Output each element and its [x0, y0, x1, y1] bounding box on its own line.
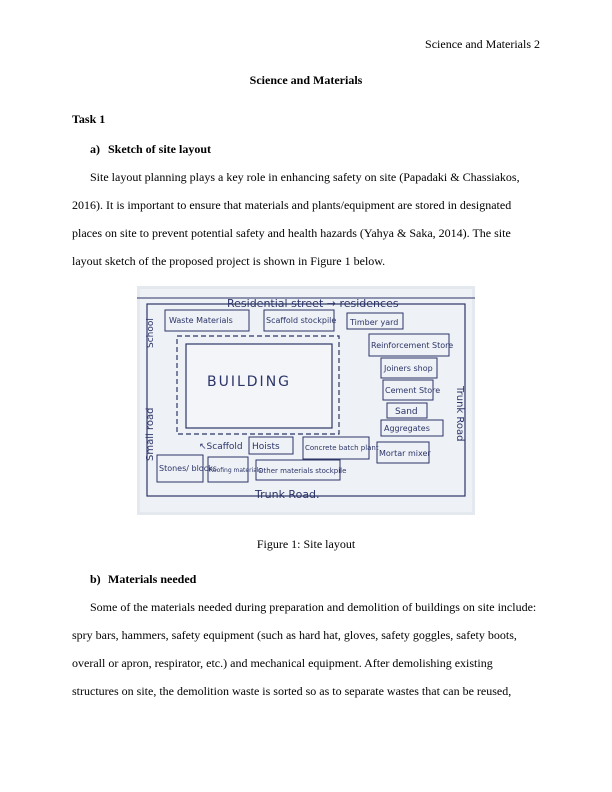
- label-trunk-road-bottom: Trunk Road.: [255, 488, 320, 501]
- paragraph-line: layout sketch of the proposed project is shown in Figure 1 below.: [72, 254, 386, 268]
- document-title: Science and Materials: [249, 73, 363, 87]
- paragraph-line: spry bars, hammers, safety equipment (such as hard hat, gloves, safety goggles, safety boots,: [72, 628, 517, 642]
- label-hoists: Hoists: [252, 442, 280, 452]
- label-scaffold: ↖Scaffold: [199, 442, 243, 452]
- running-head: Science and Materials 2: [425, 37, 540, 51]
- label-school: School: [146, 318, 156, 348]
- label-reinforcement-store: Reinforcement Store: [371, 341, 454, 350]
- figure-caption: Figure 1: Site layout: [256, 537, 356, 551]
- label-mortar-mixer: Mortar mixer: [379, 449, 431, 458]
- site-layout-sketch: [137, 286, 475, 515]
- label-residential-street: Residential street → residences: [227, 297, 399, 310]
- paragraph-line: Site layout planning plays a key role in enhancing safety on site (Papadaki & Chassiakos,: [90, 170, 520, 184]
- paragraph-line: overall or apron, respirator, etc.) and mechanical equipment. After demolishing existing: [72, 656, 493, 670]
- label-small-road: Small road: [145, 407, 156, 461]
- label-roofing-materials: Roofing materials: [209, 467, 262, 474]
- paragraph-line: structures on site, the demolition waste is sorted so as to separate wastes that can be reused,: [72, 684, 512, 698]
- label-aggregates: Aggregates: [384, 424, 430, 433]
- section-a-heading: [90, 142, 211, 157]
- label-concrete-batch-plant: Concrete batch plant: [305, 444, 379, 452]
- section-a-title: Sketch of site layout: [108, 142, 211, 156]
- section-a-marker: a): [90, 142, 100, 156]
- label-joiners-shop: Joiners shop: [384, 364, 433, 373]
- paragraph-line: 2016). It is important to ensure that materials and plants/equipment are stored in designated: [72, 198, 512, 212]
- site-layout-figure: [137, 286, 475, 515]
- label-stones-blocks: Stones/ blocks: [159, 464, 217, 473]
- label-waste-materials: Waste Materials: [169, 316, 233, 325]
- label-scaffold-stockpile: Scaffold stockpile: [266, 316, 337, 325]
- label-trunk-road-right: Trunk Road: [454, 386, 465, 442]
- label-building: BUILDING: [207, 374, 292, 390]
- label-timber-yard: Timber yard: [350, 318, 399, 327]
- task-heading: Task 1: [72, 112, 106, 126]
- section-b-marker: b): [90, 572, 101, 586]
- section-b-title: Materials needed: [108, 572, 197, 586]
- paragraph-line: Some of the materials needed during preparation and demolition of buildings on site include:: [90, 600, 537, 614]
- paragraph-line: places on site to prevent potential safety and health hazards (Yahya & Saka, 2014). The site: [72, 226, 511, 240]
- label-sand: Sand: [395, 407, 418, 417]
- section-b-heading: [90, 572, 196, 587]
- label-other-materials: Other materials stockpile: [258, 467, 347, 475]
- label-cement-store: Cement Store: [385, 386, 441, 395]
